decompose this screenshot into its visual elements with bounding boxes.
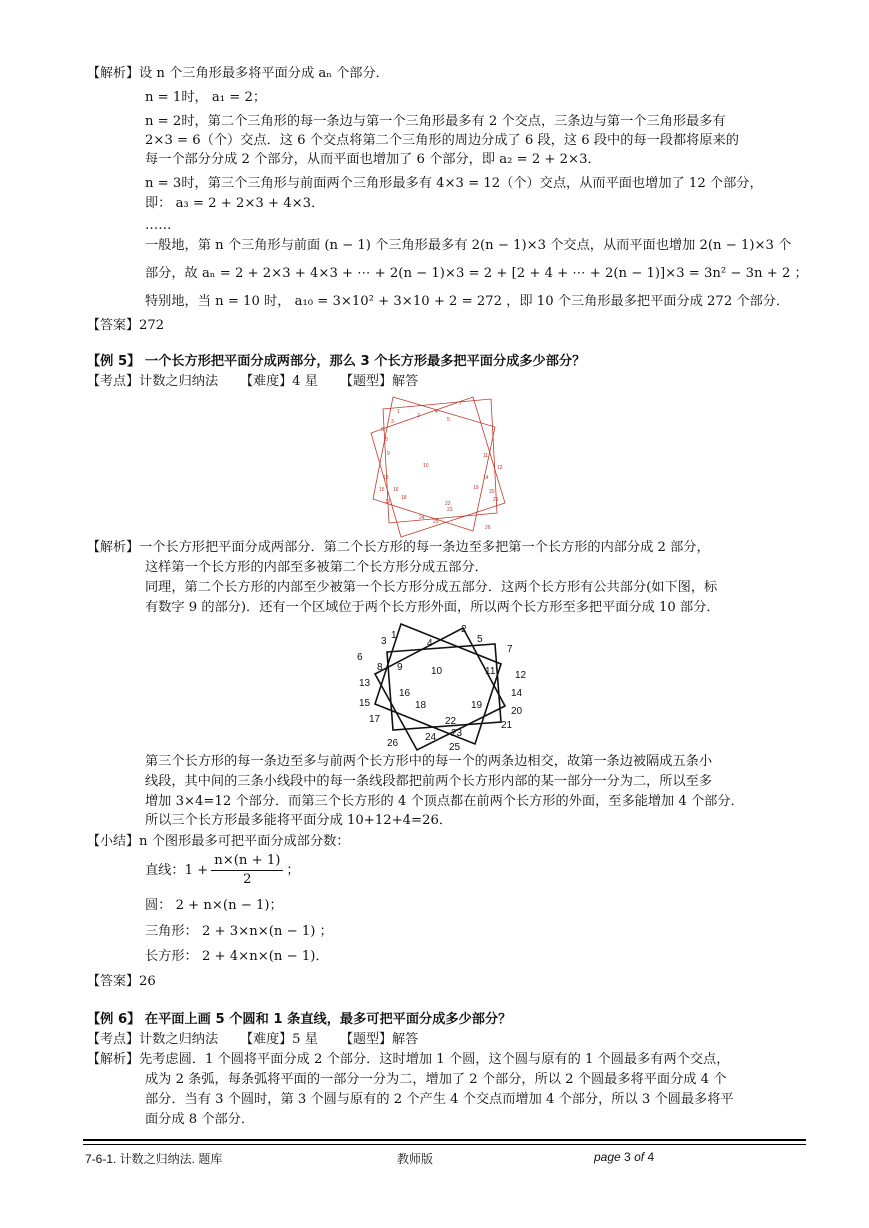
region-label: 13 [359, 678, 371, 689]
answer-value: 272 [139, 318, 165, 333]
region-label: 6 [357, 652, 363, 663]
three-rectangles-figure-large [355, 618, 530, 752]
region-label: 15 [359, 698, 371, 709]
example-5-analysis-1: 【解析】一个长方形把平面分成两部分．第二个长方形的每一条边至多把第一个长方形的内部分成 2 部分， [87, 540, 710, 555]
region-label: 19 [471, 700, 483, 711]
region-label: 16 [399, 688, 411, 699]
analysis-line-8: …… [145, 218, 172, 233]
answer-line-1 [87, 316, 164, 336]
region-label: 13 [383, 475, 389, 481]
analysis-line-7: 即： a₃ = 2 + 2×3 + 4×3． [145, 196, 325, 211]
example-5-analysis-2: 这样第一个长方形的内部至多被第二个长方形分成五部分． [145, 560, 488, 575]
analysis-line-10: 部分，故 aₙ = 2 + 2×3 + 4×3 + ⋯ + 2(n − 1)×3 = 2 + [2 + 4 + ⋯ + 2(n − 1)]×3 = 3n² − 3n + 2 ； [145, 266, 808, 281]
analysis-line-1: 【解析】设 n 个三角形最多将平面分成 aₙ 个部分． [87, 66, 389, 81]
analysis-tag: 【解析】 [87, 66, 140, 81]
region-label: 14 [511, 688, 523, 699]
region-label: 11 [485, 666, 496, 677]
region-label: 2 [461, 624, 467, 635]
region-label: 7 [459, 401, 462, 407]
summary-circle-formula: 圆： 2 + n×(n − 1)； [145, 898, 283, 913]
region-label: 6 [381, 427, 384, 433]
analysis-line-3: n = 2时，第二个三角形的每一条边与第一个三角形最多有 2 个交点，三条边与第一个三角形最多有 [145, 114, 726, 129]
region-label: 20 [511, 706, 523, 717]
analysis-line-4: 2×3 = 6（个）交点．这 6 个交点将第二个三角形的周边分成了 6 段，这 6 段中的每一段都将原来的 [145, 133, 739, 148]
rectangle-1 [383, 399, 497, 523]
region-label: 5 [447, 417, 450, 423]
example-5-reasoning-4: 所以三个长方形最多能将平面分成 10+12+4=26． [145, 813, 453, 828]
region-label: 8 [377, 662, 383, 673]
region-label: 9 [397, 662, 403, 673]
example-6-meta: 【考点】计数之归纳法 【难度】5 星 【题型】解答 [87, 1032, 419, 1047]
footer-edition: 教师版 [397, 1152, 434, 1166]
region-label: 14 [483, 475, 489, 481]
footer-rule-thick [83, 1139, 806, 1141]
example-5-title: 【例 5】 一个长方形把平面分成两部分，那么 3 个长方形最多把平面分成多少部分？ [87, 354, 586, 369]
line-fraction: $\frac{n\times(n + 1)}{2}$ [211, 852, 283, 889]
region-label: 2 [417, 413, 420, 419]
region-label: 24 [419, 515, 425, 521]
region-label: 10 [423, 463, 429, 469]
footer-page-number: page 3 of 4 [594, 1150, 655, 1164]
region-label: 8 [385, 437, 388, 443]
example-5-analysis-4: 有数字 9 的部分)．还有一个区域位于两个长方形外面，所以两个长方形至多把平面分成 10 部分． [145, 600, 720, 615]
region-label: 19 [473, 485, 479, 491]
summary-rectangle-formula: 长方形： 2 + 4×n×(n − 1)． [145, 949, 329, 964]
region-label: 26 [387, 738, 399, 749]
analysis-line-11: 特别地，当 n = 10 时， a₁₀ = 3×10² + 3×10 + 2 = 272 ，即 10 个三角形最多把平面分成 272 个部分． [145, 294, 790, 309]
region-label: 1 [397, 409, 400, 415]
region-label: 20 [489, 489, 495, 495]
topic-value: 计数之归纳法 [139, 374, 219, 389]
region-label: 21 [493, 497, 499, 503]
summary-line-formula: 直线：1 + $\frac{n\times(n + 1)}{2}$ ； [145, 853, 300, 887]
region-label: 7 [507, 644, 513, 655]
region-label: 12 [515, 670, 527, 681]
example-5-analysis-3: 同理，第二个长方形的内部至少被第一个长方形分成五部分．这两个长方形有公共部分(如下图，标 [145, 580, 718, 595]
region-label: 18 [401, 495, 407, 501]
region-label: 24 [425, 732, 437, 743]
region-label: 1 [391, 630, 397, 641]
summary-triangle-formula: 三角形： 2 + 3×n×(n − 1) ； [145, 924, 333, 939]
answer-value-2: 26 [139, 974, 156, 989]
region-label: 17 [369, 714, 381, 725]
analysis-line-9: 一般地，第 n 个三角形与前面 (n − 1) 个三角形最多有 2(n − 1)×3 个交点，从而平面也增加 2(n − 1)×3 个 [145, 238, 792, 253]
region-label: 17 [385, 499, 391, 505]
region-label: 25 [449, 742, 461, 752]
example-6-title: 【例 6】 在平面上画 5 个圆和 1 条直线，最多可把平面分成多少部分？ [87, 1012, 512, 1027]
summary-line: 【小结】n 个图形最多可把平面分成部分数： [87, 834, 350, 849]
region-label: 22 [445, 716, 457, 727]
region-label: 25 [433, 519, 439, 525]
region-label: 23 [451, 728, 463, 739]
region-label: 23 [447, 507, 453, 513]
region-label: 11 [483, 453, 489, 459]
region-label: 4 [427, 638, 433, 649]
region-label: 22 [445, 501, 451, 507]
analysis-line-6: n = 3时，第三个三角形与前面两个三角形最多有 4×3 = 12（个）交点，从而平面也增加了 12 个部分， [145, 176, 763, 191]
example-5-reasoning-3: 增加 3×4=12 个部分．而第三个长方形的 4 个顶点都在前两个长方形的外面，至多能增加 4 个部分． [145, 794, 744, 809]
example-6-analysis-2: 成为 2 条弧，每条弧将平面的一部分一分为二，增加了 2 个部分，所以 2 个圆最多将平面分成 4 个 [145, 1072, 727, 1087]
difficulty-value: 4 星 [292, 374, 318, 389]
example-5-reasoning-2: 线段，其中间的三条小线段中的每一条线段都把前两个长方形内部的某一部分一分为二，所以至多 [145, 774, 713, 789]
example-6-analysis-4: 面分成 8 个部分． [145, 1112, 255, 1127]
region-label: 12 [497, 465, 503, 471]
answer-tag: 【答案】 [87, 318, 140, 333]
region-label: 26 [485, 525, 491, 531]
analysis-line-5: 每一个部分分成 2 个部分，从而平面也增加了 6 个部分，即 a₂ = 2 + 2×3． [145, 152, 601, 167]
region-label: 3 [381, 636, 387, 647]
region-label: 9 [387, 451, 390, 457]
footer-source: 7-6-1. 计数之归纳法. 题库 [85, 1152, 223, 1166]
answer-line-2: 【答案】26 [87, 974, 156, 989]
type-value: 解答 [391, 374, 419, 389]
footer-rule-thin [83, 1144, 806, 1145]
region-label: 21 [501, 720, 513, 731]
region-label: 18 [415, 700, 427, 711]
example-5-meta: 【考点】计数之归纳法 【难度】4 星 【题型】解答 [87, 374, 419, 389]
example-6-analysis-1: 【解析】先考虑圆．1 个圆将平面分成 2 个部分．这时增加 1 个圆，这个圆与原有的 1 个圆最多有两个交点， [87, 1052, 730, 1067]
region-label: 16 [393, 487, 399, 493]
region-label: 3 [391, 419, 394, 425]
region-label: 15 [379, 487, 385, 493]
region-label: 5 [477, 634, 483, 645]
region-label: 4 [435, 409, 438, 415]
example-5-reasoning-1: 第三个长方形的每一条边至多与前两个长方形中的每一个的两条边相交，故第一条边被隔成五条小 [145, 754, 713, 769]
region-label: 10 [431, 666, 443, 677]
rectangle-2 [371, 397, 505, 537]
three-rectangles-figure-small [355, 393, 520, 538]
example-6-analysis-3: 部分．当有 3 个圆时，第 3 个圆与原有的 2 个产生 4 个交点而增加 4 个部分，所以 3 个圆最多将平 [145, 1092, 734, 1107]
analysis-line-2: n = 1时， a₁ = 2； [145, 90, 267, 105]
rectangle-3 [373, 397, 495, 531]
